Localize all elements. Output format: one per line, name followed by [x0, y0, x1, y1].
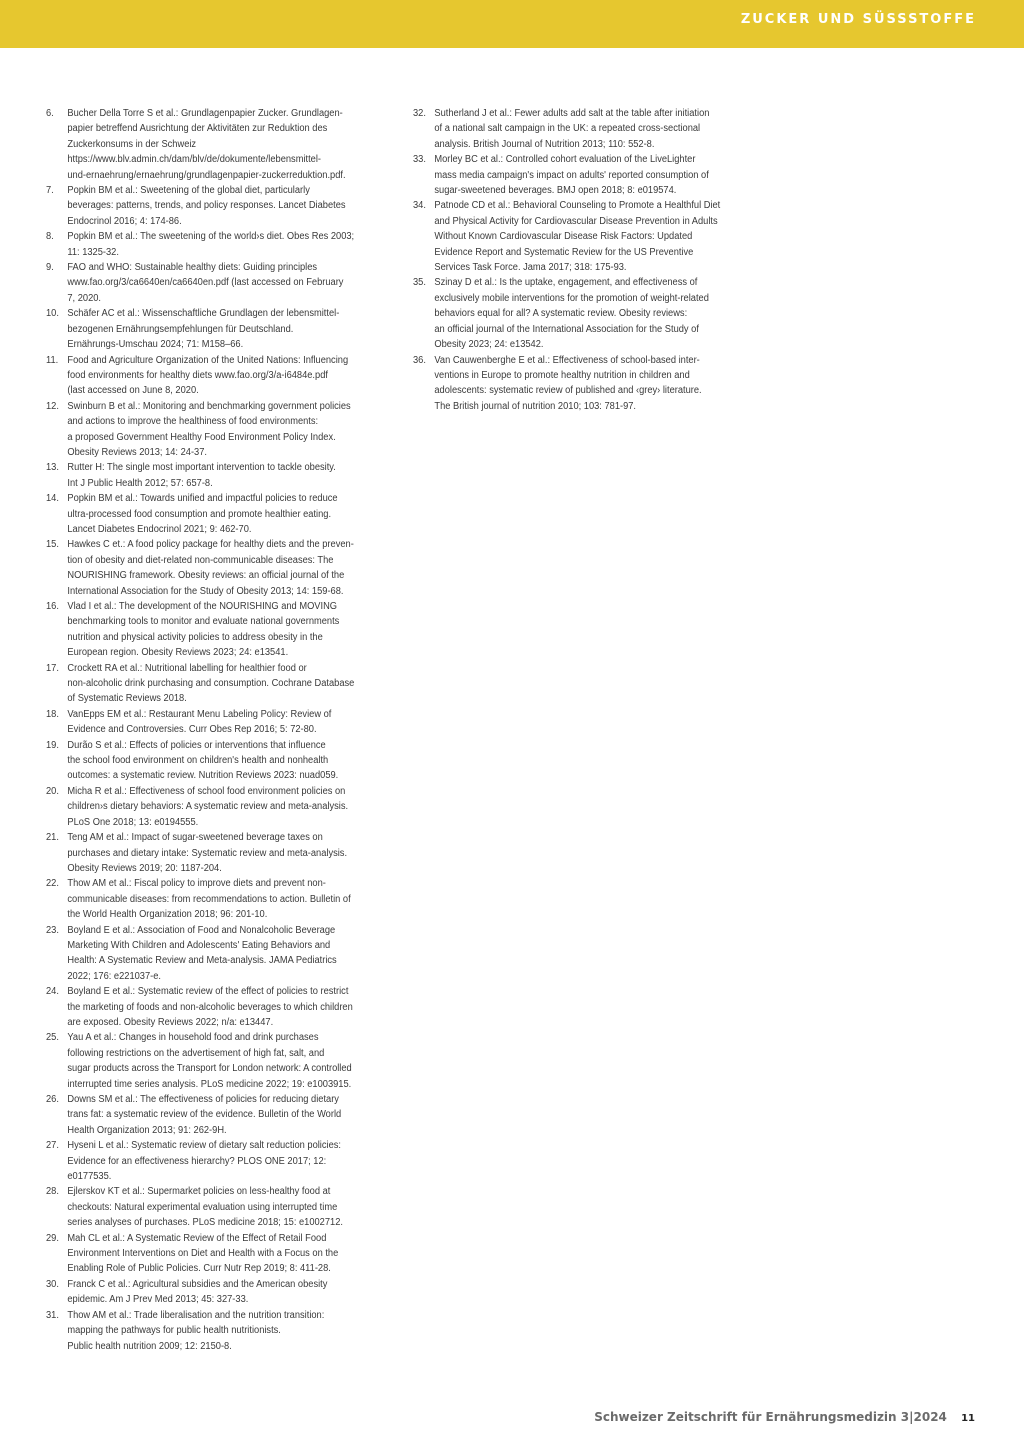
reference-line: beverages: patterns, trends, and policy responses. Lancet Diabetes: [67, 200, 346, 212]
reference-line: Szinay D et al.: Is the uptake, engagement, and effectiveness of: [434, 277, 698, 289]
reference-line: Public health nutrition 2009; 12: 2150-8.: [67, 1340, 232, 1352]
reference-item: [46, 1277, 392, 1308]
reference-line: of Systematic Reviews 2018.: [67, 693, 187, 705]
reference-line: children›s dietary behaviors: A systematic review and meta-analysis.: [67, 801, 349, 813]
reference-line: Thow AM et al.: Trade liberalisation and the nutrition transition:: [67, 1309, 325, 1321]
reference-item: [46, 984, 392, 1030]
reference-item: [46, 661, 392, 707]
reference-line: Obesity Reviews 2013; 14: 24-37.: [67, 446, 207, 458]
header-bar: [0, 0, 1024, 48]
reference-number: 21.: [46, 832, 59, 844]
reference-item: [46, 1030, 392, 1092]
reference-line: PLoS One 2018; 13: e0194555.: [67, 816, 199, 828]
reference-line: und-ernaehrung/ernaehrung/grundlagenpapier-zuckerreduktion.pdf.: [67, 169, 346, 181]
reference-item: [46, 183, 392, 229]
reference-line: Environment Interventions on Diet and Health with a Focus on the: [67, 1248, 339, 1260]
reference-item: [413, 198, 757, 275]
reference-line: (last accessed on June 8, 2020.: [67, 385, 199, 397]
reference-line: analysis. British Journal of Nutrition 2013; 110: 552-8.: [434, 138, 655, 150]
reference-item: [46, 491, 392, 537]
reference-line: Swinburn B et al.: Monitoring and benchmarking government policies: [67, 400, 351, 412]
reference-line: mass media campaign's impact on adults' reported consumption of: [434, 169, 709, 181]
reference-number: 20.: [46, 785, 59, 797]
reference-line: are exposed. Obesity Reviews 2022; n/a: e13447.: [67, 1016, 274, 1028]
reference-line: Schäfer AC et al.: Wissenschaftliche Grundlagen der lebensmittel-: [67, 308, 340, 320]
reference-item: [46, 876, 392, 922]
reference-line: Van Cauwenberghe E et al.: Effectiveness of school-based inter-: [434, 354, 700, 366]
reference-item: [46, 306, 392, 352]
reference-line: 11: 1325-32.: [67, 246, 119, 258]
reference-line: trans fat: a systematic review of the evidence. Bulletin of the World: [67, 1109, 342, 1121]
reference-number: 9.: [46, 262, 54, 274]
reference-line: benchmarking tools to monitor and evaluate national governments: [67, 616, 340, 628]
reference-line: Marketing With Children and Adolescents' Eating Behaviors and: [67, 939, 331, 951]
reference-line: Obesity 2023; 24: e13542.: [434, 339, 544, 351]
reference-number: 35.: [413, 277, 426, 289]
reference-line: www.fao.org/3/ca6640en/ca6640en.pdf (last accessed on February: [67, 277, 344, 289]
reference-line: Health: A Systematic Review and Meta-analysis. JAMA Pediatrics: [67, 955, 337, 967]
reference-item: [46, 1138, 392, 1184]
reference-line: bezogenen Ernährungsempfehlungen für Deutschland.: [67, 323, 294, 335]
reference-number: 25.: [46, 1032, 59, 1044]
reference-line: Downs SM et al.: The effectiveness of policies for reducing dietary: [67, 1094, 339, 1105]
reference-line: Lancet Diabetes Endocrinol 2021; 9: 462-70.: [67, 523, 252, 535]
reference-line: outcomes: a systematic review. Nutrition Reviews 2023: nuad059.: [67, 770, 339, 782]
reference-number: 34.: [413, 200, 426, 212]
reference-line: Health Organization 2013; 91: 262-9H.: [67, 1124, 227, 1136]
reference-line: following restrictions on the advertisement of high fat, salt, and: [67, 1047, 325, 1059]
reference-line: mapping the pathways for public health nutritionists.: [67, 1325, 281, 1337]
reference-line: exclusively mobile interventions for the promotion of weight-related: [434, 292, 709, 304]
reference-line: Ernährungs-Umschau 2024; 71: M158–66.: [67, 339, 244, 351]
reference-line: Micha R et al.: Effectiveness of school food environment policies on: [67, 785, 346, 797]
reference-number: 33.: [413, 154, 426, 166]
reference-line: Rutter H: The single most important intervention to tackle obesity.: [67, 462, 336, 474]
reference-line: and actions to improve the healthiness of food environments:: [67, 416, 319, 428]
reference-line: behaviors equal for all? A systematic review. Obesity reviews:: [434, 308, 688, 320]
reference-line: the school food environment on children's health and nonhealth: [67, 755, 329, 767]
reference-item: [46, 923, 392, 985]
reference-line: Thow AM et al.: Fiscal policy to improve diets and prevent non-: [67, 878, 326, 890]
reference-line: food environments for healthy diets www.fao.org/3/a-i6484e.pdf: [67, 369, 328, 381]
reference-line: VanEpps EM et al.: Restaurant Menu Labeling Policy: Review of: [67, 708, 332, 720]
reference-number: 6.: [46, 108, 54, 119]
reference-item: [413, 106, 757, 152]
reference-line: 7, 2020.: [67, 292, 102, 304]
reference-number: 24.: [46, 986, 59, 998]
reference-line: Obesity Reviews 2019; 20: 1187-204.: [67, 862, 222, 874]
reference-line: Popkin BM et al.: Towards unified and impactful policies to reduce: [67, 493, 338, 505]
reference-number: 8.: [46, 231, 54, 243]
reference-line: interrupted time series analysis. PLoS medicine 2022; 19: e1003915.: [67, 1078, 352, 1090]
reference-number: 27.: [46, 1140, 59, 1152]
reference-line: an official journal of the International Association for the Study of: [434, 323, 699, 335]
reference-line: Zuckerkonsums in der Schweiz: [67, 138, 197, 150]
references-column-right: [413, 106, 757, 414]
reference-line: the World Health Organization 2018; 96: 201-10.: [67, 909, 268, 921]
reference-number: 13.: [46, 462, 59, 474]
reference-item: [46, 229, 392, 260]
journal-title: Schweizer Zeitschrift für Ernährungsmedizin 3|2024: [594, 1410, 947, 1424]
reference-line: nutrition and physical activity policies to address obesity in the: [67, 631, 323, 643]
reference-line: and Physical Activity for Cardiovascular Disease Prevention in Adults: [434, 215, 718, 227]
reference-line: The British journal of nutrition 2010; 103: 781-97.: [434, 400, 637, 412]
reference-line: Evidence for an effectiveness hierarchy? PLOS ONE 2017; 12:: [67, 1155, 327, 1167]
reference-line: communicable diseases: from recommendations to action. Bulletin of: [67, 893, 351, 905]
reference-item: [46, 830, 392, 876]
reference-line: ventions in Europe to promote healthy nutrition in children and: [434, 369, 690, 381]
reference-line: checkouts: Natural experimental evaluation using interrupted time: [67, 1201, 338, 1213]
reference-line: Franck C et al.: Agricultural subsidies and the American obesity: [67, 1278, 328, 1290]
reference-line: e0177535.: [67, 1171, 112, 1183]
reference-line: Popkin BM et al.: The sweetening of the world›s diet. Obes Res 2003;: [67, 231, 355, 243]
reference-line: papier betreffend Ausrichtung der Aktivitäten zur Reduktion des: [67, 123, 328, 135]
reference-number: 32.: [413, 108, 426, 119]
reference-item: [46, 1092, 392, 1138]
reference-line: sugar-sweetened beverages. BMJ open 2018; 8: e019574.: [434, 185, 677, 197]
reference-line: a proposed Government Healthy Food Environment Policy Index.: [67, 431, 336, 443]
reference-line: Ejlerskov KT et al.: Supermarket policies on less-healthy food at: [67, 1186, 331, 1198]
reference-line: non-alcoholic drink purchasing and consumption. Cochrane Database: [67, 678, 355, 690]
reference-item: [413, 275, 757, 352]
reference-line: Boyland E et al.: Systematic review of the effect of policies to restrict: [67, 986, 349, 998]
reference-line: Evidence and Controversies. Curr Obes Rep 2016; 5: 72-80.: [67, 724, 317, 736]
reference-line: adolescents: systematic review of published and ‹grey› literature.: [434, 385, 702, 397]
reference-item: [46, 537, 392, 599]
reference-number: 26.: [46, 1094, 59, 1105]
reference-number: 11.: [46, 354, 59, 366]
reference-number: 19.: [46, 739, 59, 751]
reference-number: 36.: [413, 354, 426, 366]
reference-item: [46, 1231, 392, 1277]
reference-line: International Association for the Study of Obesity 2013; 14: 159-68.: [67, 585, 344, 597]
reference-number: 17.: [46, 662, 59, 674]
reference-line: Evidence Report and Systematic Review for the US Preventive: [434, 246, 694, 258]
reference-line: Boyland E et al.: Association of Food and Nonalcoholic Beverage: [67, 924, 336, 936]
reference-number: 30.: [46, 1278, 59, 1290]
reference-number: 14.: [46, 493, 59, 505]
reference-item: [46, 106, 392, 183]
reference-line: Patnode CD et al.: Behavioral Counseling to Promote a Healthful Diet: [434, 200, 721, 212]
reference-item: [46, 707, 392, 738]
reference-number: 15.: [46, 539, 59, 551]
reference-line: sugar products across the Transport for London network: A controlled: [67, 1063, 352, 1075]
reference-number: 29.: [46, 1232, 59, 1244]
reference-line: Endocrinol 2016; 4: 174-86.: [67, 215, 182, 227]
reference-number: 16.: [46, 601, 59, 612]
reference-number: 31.: [46, 1309, 59, 1321]
reference-item: [46, 460, 392, 491]
reference-item: [46, 260, 392, 306]
reference-list: [413, 106, 757, 414]
reference-line: Int J Public Health 2012; 57: 657-8.: [67, 477, 213, 489]
reference-item: [46, 399, 392, 461]
reference-line: the marketing of foods and non-alcoholic beverages to which children: [67, 1001, 353, 1013]
reference-line: ultra-processed food consumption and promote healthier eating.: [67, 508, 332, 520]
reference-line: Popkin BM et al.: Sweetening of the global diet, particularly: [67, 185, 310, 197]
reference-line: https://www.blv.admin.ch/dam/blv/de/dokumente/lebensmittel-: [67, 154, 322, 166]
reference-item: [46, 738, 392, 784]
reference-line: Food and Agriculture Organization of the United Nations: Influencing: [67, 354, 349, 366]
reference-number: 23.: [46, 924, 59, 936]
reference-line: NOURISHING framework. Obesity reviews: an official journal of the: [67, 570, 345, 582]
reference-item: [413, 152, 757, 198]
reference-number: 12.: [46, 400, 59, 412]
reference-line: Without Known Cardiovascular Disease Risk Factors: Updated: [434, 231, 693, 243]
references-column-left: [46, 106, 392, 1354]
section-title: ZUCKER UND SÜSSSTOFFE: [740, 12, 976, 27]
reference-line: Yau A et al.: Changes in household food and drink purchases: [67, 1032, 319, 1044]
reference-line: series analyses of purchases. PLoS medicine 2018; 15: e1002712.: [67, 1217, 343, 1229]
reference-item: [46, 784, 392, 830]
reference-line: Durão S et al.: Effects of policies or interventions that influence: [67, 739, 326, 751]
reference-number: 22.: [46, 878, 59, 890]
reference-item: [46, 1308, 392, 1354]
reference-item: [46, 353, 392, 399]
reference-line: Enabling Role of Public Policies. Curr Nutr Rep 2019; 8: 411-28.: [67, 1263, 331, 1275]
reference-line: Hawkes C et.: A food policy package for healthy diets and the preven-: [67, 539, 354, 551]
reference-item: [46, 599, 392, 661]
reference-line: purchases and dietary intake: Systematic review and meta-analysis.: [67, 847, 348, 859]
page-footer: [594, 1410, 975, 1424]
reference-item: [413, 353, 757, 415]
reference-item: [46, 1184, 392, 1230]
reference-line: FAO and WHO: Sustainable healthy diets: Guiding principles: [67, 262, 318, 274]
reference-line: of a national salt campaign in the UK: a repeated cross-sectional: [434, 123, 701, 135]
reference-line: 2022; 176: e221037-e.: [67, 970, 162, 982]
reference-line: Mah CL et al.: A Systematic Review of the Effect of Retail Food: [67, 1232, 327, 1244]
reference-line: Bucher Della Torre S et al.: Grundlagenpapier Zucker. Grundlagen-: [67, 108, 343, 119]
reference-number: 18.: [46, 708, 59, 720]
reference-line: tion of obesity and diet-related non-communicable diseases: The: [67, 554, 334, 566]
page-number: 11: [961, 1413, 975, 1424]
reference-line: Sutherland J et al.: Fewer adults add salt at the table after initiation: [434, 108, 710, 119]
reference-line: Hyseni L et al.: Systematic review of dietary salt reduction policies:: [67, 1140, 341, 1152]
reference-line: Teng AM et al.: Impact of sugar-sweetened beverage taxes on: [67, 832, 323, 844]
reference-list: [46, 106, 392, 1354]
reference-line: Crockett RA et al.: Nutritional labelling for healthier food or: [67, 662, 307, 674]
reference-line: Vlad I et al.: The development of the NOURISHING and MOVING: [67, 601, 338, 612]
reference-line: epidemic. Am J Prev Med 2013; 45: 327-33.: [67, 1294, 249, 1306]
reference-line: European region. Obesity Reviews 2023; 24: e13541.: [67, 647, 289, 659]
reference-line: Services Task Force. Jama 2017; 318: 175-93.: [434, 262, 627, 274]
reference-number: 10.: [46, 308, 59, 320]
reference-number: 28.: [46, 1186, 59, 1198]
reference-line: Morley BC et al.: Controlled cohort evaluation of the LiveLighter: [434, 154, 696, 166]
reference-number: 7.: [46, 185, 54, 197]
